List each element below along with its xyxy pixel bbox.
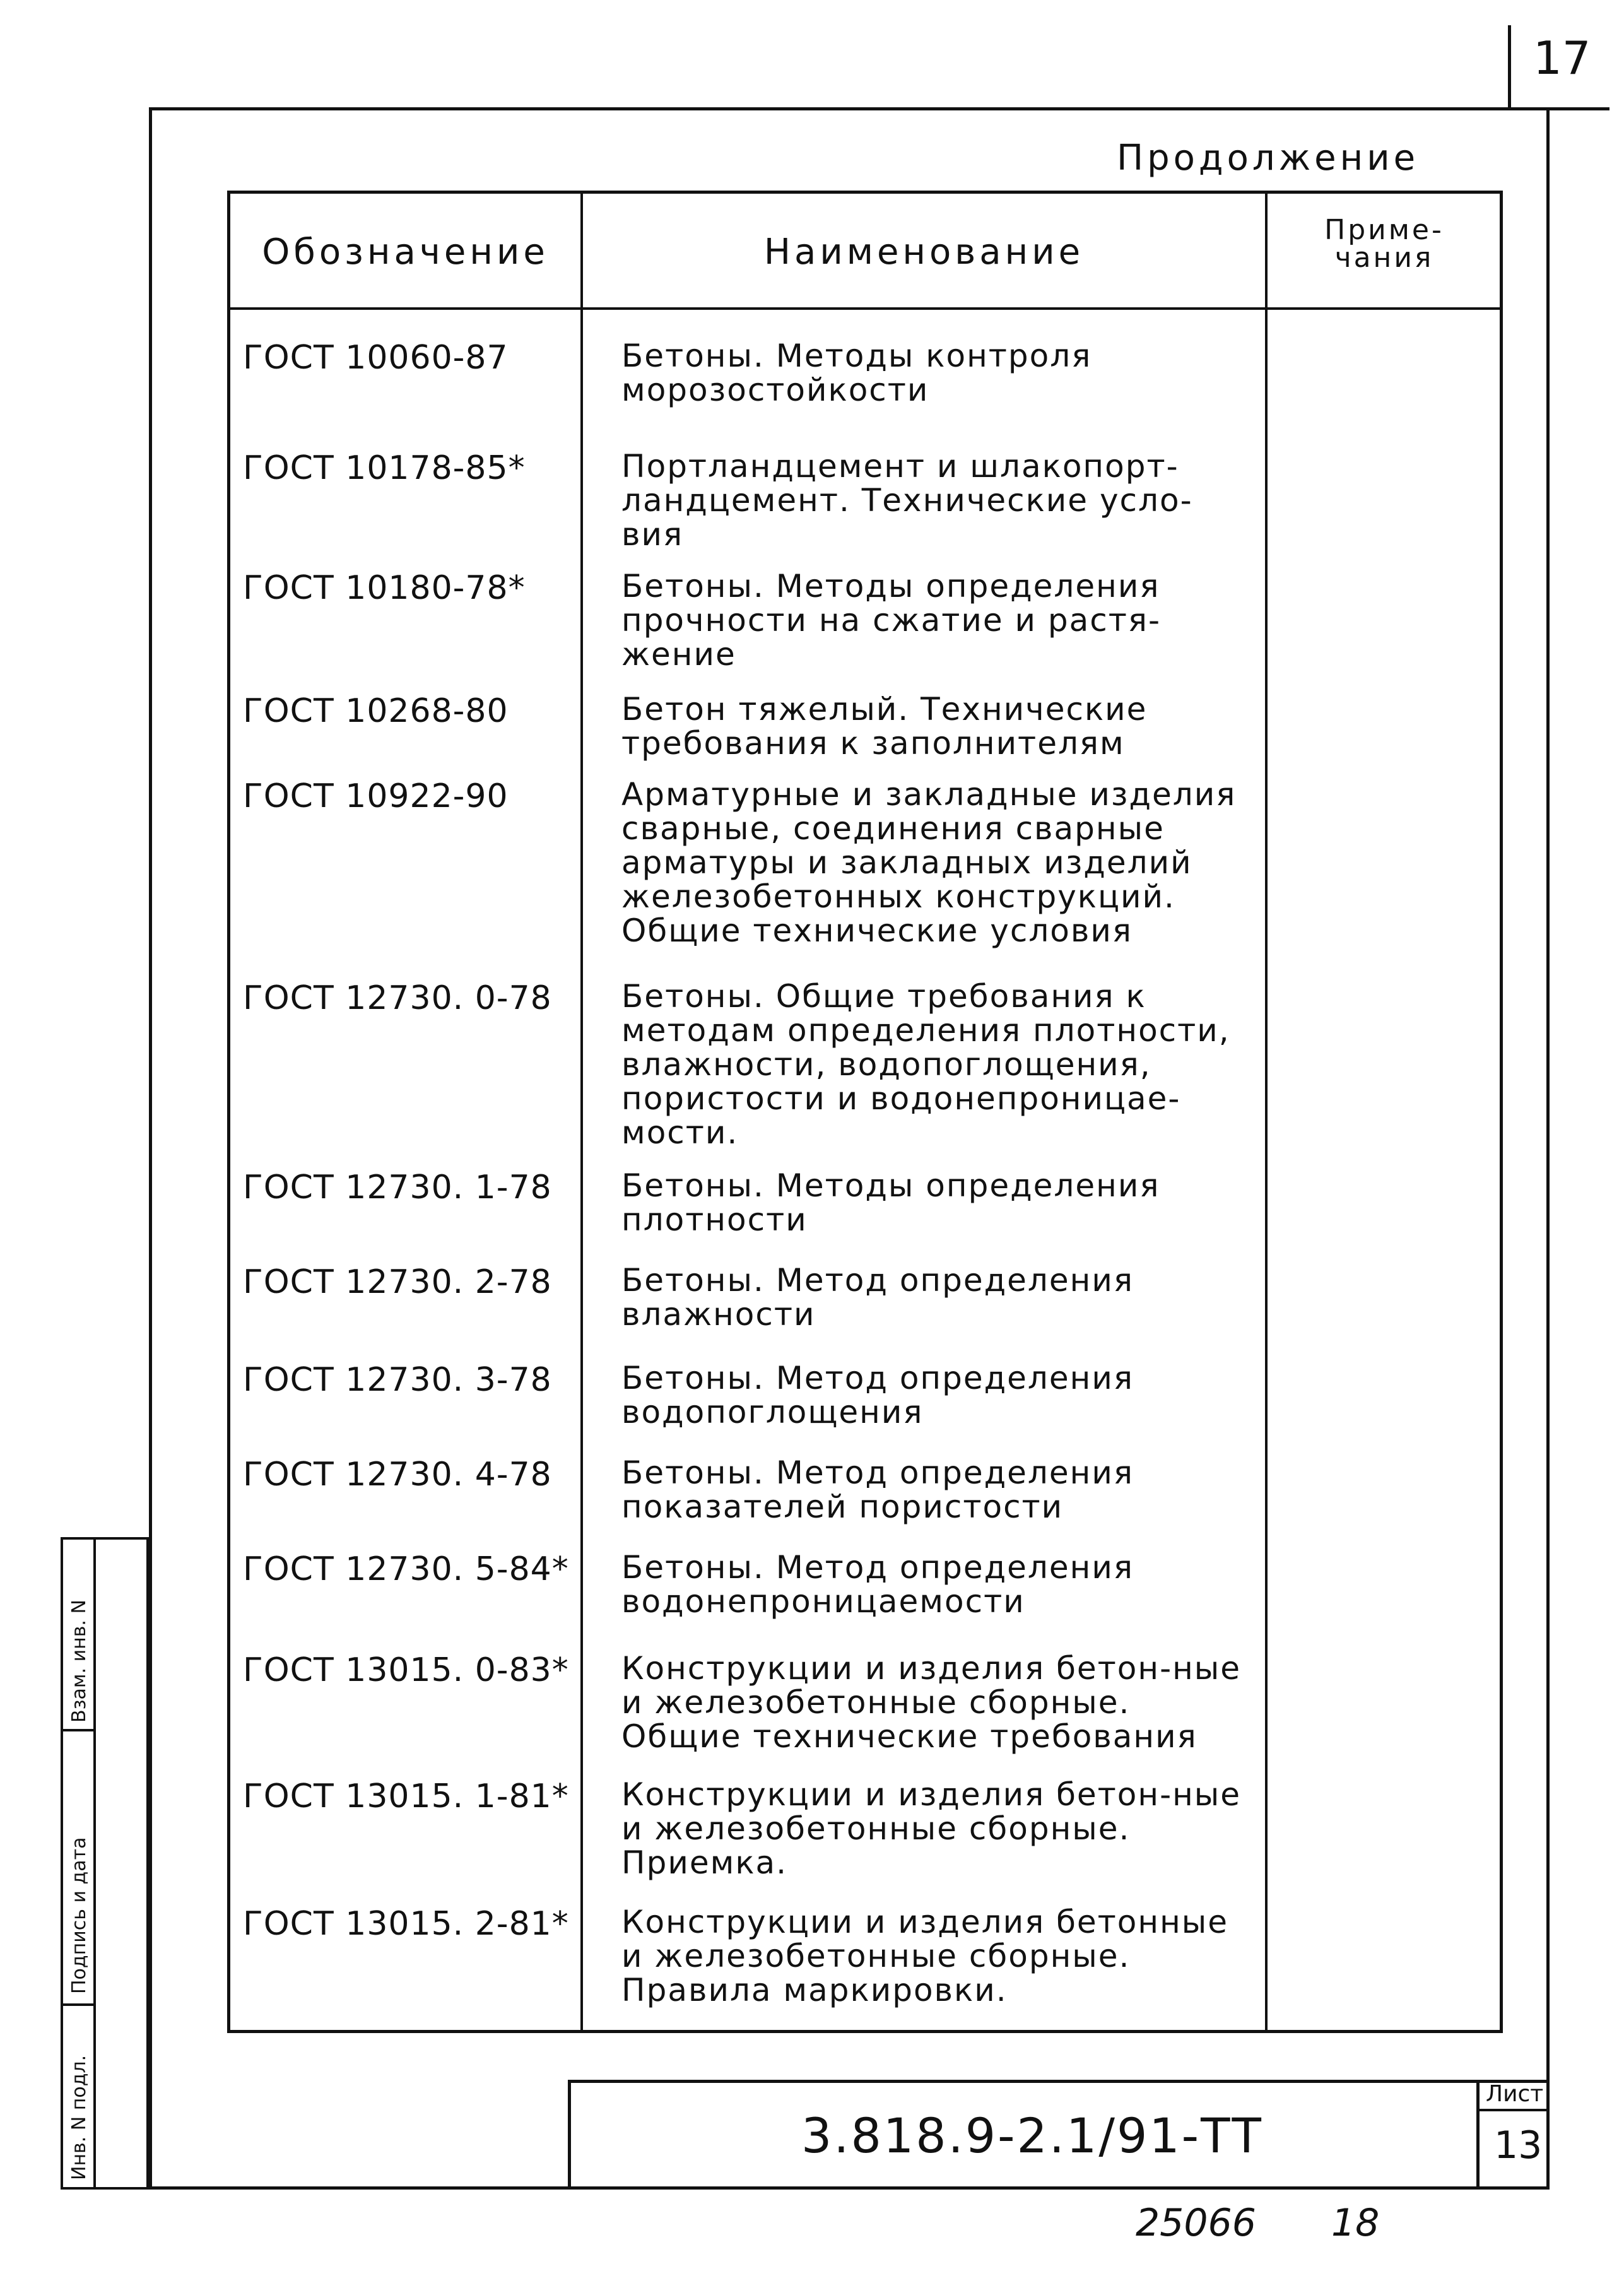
standard-code: ГОСТ 12730. 4-78 [243, 1456, 552, 1494]
standard-title: Бетоны. Методы определения прочности на сжатие и растя-жение [621, 568, 1162, 673]
standard-code: ГОСТ 13015. 0-83* [243, 1651, 569, 1689]
standard-title: Конструкции и изделия бетон-ные и железобетонные сборные. Приемка. [621, 1776, 1242, 1881]
document-code: 3.818.9-2.1/91-ТТ [801, 2108, 1263, 2164]
left-approval-stamp [61, 1537, 149, 2190]
frame-top-extension [1546, 107, 1609, 110]
stamp-column-divider [93, 1540, 96, 2187]
stamp-signature-date: Подпись и дата [68, 1837, 90, 1994]
standard-code: ГОСТ 12730. 5-84* [243, 1550, 569, 1588]
sheet-number: 13 [1494, 2123, 1543, 2167]
standard-title: Бетоны. Общие требования к методам определения плотности, влажности, водопоглощения, пористости и водонепроницае-мости. [621, 978, 1230, 1151]
page-number-divider [1508, 25, 1511, 107]
continuation-label: Продолжение [1117, 138, 1420, 179]
standard-title: Бетон тяжелый. Технические требования к заполнителям [621, 691, 1148, 762]
header-designation: Обозначение [262, 232, 549, 273]
column-divider [580, 194, 583, 2030]
standard-code: ГОСТ 13015. 1-81* [243, 1778, 569, 1815]
standard-title: Бетоны. Метод определения показателей пористости [621, 1454, 1134, 1525]
standard-title: Портландцемент и шлакопорт-ландцемент. Технические усло-вия [621, 448, 1193, 553]
standard-code: ГОСТ 13015. 2-81* [243, 1905, 569, 1943]
standard-code: ГОСТ 12730. 1-78 [243, 1169, 552, 1206]
standard-code: ГОСТ 10268-80 [243, 692, 509, 730]
standard-title: Арматурные и закладные изделия сварные, соединения сварные арматуры и закладных изделий железобетонных конструкций. Общие технические условия [621, 776, 1237, 949]
standard-title: Конструкции и изделия бетон-ные и железобетонные сборные. Общие технические требования [621, 1650, 1242, 1755]
standard-title: Бетоны. Методы определения плотности [621, 1167, 1160, 1238]
column-divider [1265, 194, 1268, 2030]
header-divider [230, 307, 1500, 310]
archive-sheet-number: 18 [1331, 2201, 1380, 2245]
standard-code: ГОСТ 12730. 2-78 [243, 1263, 552, 1301]
archive-number: 25066 [1136, 2201, 1256, 2245]
stamp-replacement-inv: Взам. инв. N [68, 1600, 90, 1723]
standard-code: ГОСТ 12730. 0-78 [243, 979, 552, 1017]
standard-title: Бетоны. Метод определения водопоглощения [621, 1360, 1134, 1430]
standard-title: Бетоны. Метод определения водонепроницаемости [621, 1549, 1134, 1620]
header-name: Наименование [763, 232, 1085, 273]
standard-title: Бетоны. Метод определения влажности [621, 1262, 1134, 1333]
standard-title: Бетоны. Методы контроля морозостойкости [621, 338, 1092, 408]
standard-code: ГОСТ 10178-85* [243, 449, 526, 487]
stamp-inv-orig: Инв. N подл. [68, 2055, 90, 2180]
page-number: 17 [1533, 32, 1591, 85]
standard-code: ГОСТ 10922-90 [243, 777, 509, 815]
standard-code: ГОСТ 12730. 3-78 [243, 1361, 552, 1399]
standard-code: ГОСТ 10180-78* [243, 569, 526, 607]
sheet-label: Лист [1486, 2081, 1544, 2107]
standard-code: ГОСТ 10060-87 [243, 339, 509, 377]
stamp-cell-divider [63, 2003, 93, 2006]
header-notes: Приме- чания [1324, 214, 1444, 274]
standard-title: Конструкции и изделия бетонные и железобетонные сборные. Правила маркировки. [621, 1904, 1229, 2008]
standards-table [227, 191, 1503, 2033]
stamp-cell-divider [63, 1729, 93, 1731]
sheet-box-divider [1476, 2109, 1549, 2111]
